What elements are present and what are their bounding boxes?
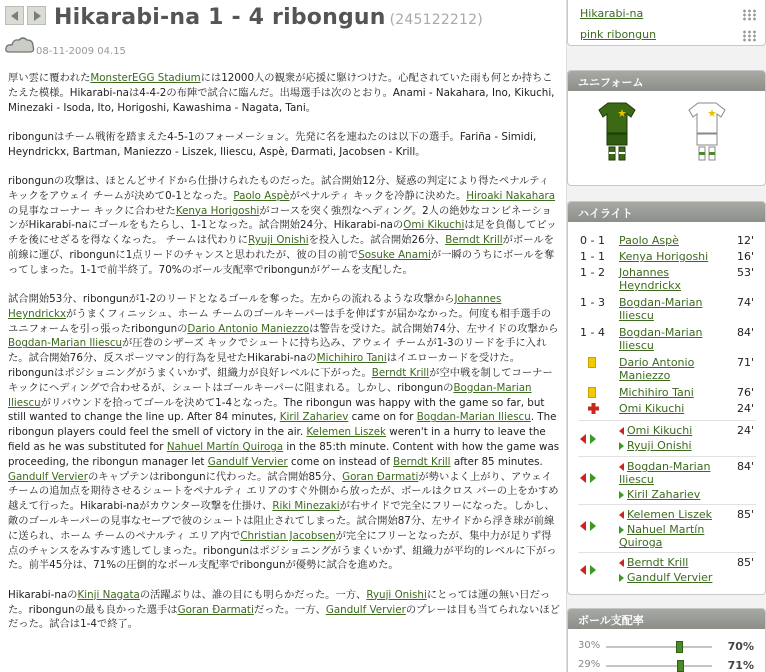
- report-paragraph: [8, 130, 560, 160]
- player-link[interactable]: Johannes Heyndrickx: [8, 293, 502, 320]
- home-kit-icon: [598, 101, 636, 163]
- match-title: Hikarabi-na 1 - 4 ribongun: [54, 5, 386, 30]
- report-text: ribongunの攻撃は、ほとんどサイドから仕掛けられたものだった。試合開始12分、疑惑の判定により得たペナルティ キックをアウェイ チームが決めて0-1となった。: [8, 174, 550, 202]
- player-link[interactable]: Bogdan-Marian Iliescu: [8, 337, 123, 350]
- player-link[interactable]: Omi Kikuchi: [403, 219, 465, 232]
- substitution-icon: [580, 433, 596, 445]
- report-text: のプレーは目も当てられないほどだった。試合は1-4で終了。: [8, 603, 560, 631]
- goal-player[interactable]: Paolo Aspè: [619, 234, 679, 247]
- player-link[interactable]: Gandulf Vervier: [325, 603, 406, 616]
- sub-minute: 85': [736, 508, 754, 521]
- report-text: の活躍ぶりは、誰の目にも明らかだった。一方、: [139, 588, 367, 601]
- highlights-box: [567, 201, 766, 595]
- report-text: が勢いよく上がり、アウェイ チームの追加点を期待させるシュートをペナルティ エリアのすぐ外側から放ったが、ボールはクロス バーの上をかすめ越えて行った。Hikarabi-naがカウンター攻撃を仕掛け、: [8, 470, 559, 513]
- yellow-card-icon: [588, 357, 596, 368]
- player-link[interactable]: Goran Ðarmati: [177, 603, 254, 616]
- sidebar: [566, 0, 766, 672]
- player-link[interactable]: Ryuji Onishi: [248, 234, 309, 247]
- divider: [578, 420, 756, 421]
- match-report: [8, 71, 560, 647]
- arrow-out-icon: [619, 442, 624, 450]
- goal-minute: 53': [736, 266, 754, 279]
- sub-player-in[interactable]: Omi Kikuchi: [627, 424, 693, 437]
- report-text: in the 85:th minute. Content with how the game was proceeding, the ribongun manager let: [8, 441, 560, 468]
- sub-player-in[interactable]: Bogdan-Marian Iliescu: [619, 460, 711, 486]
- report-paragraph: [8, 174, 560, 278]
- forward-arrow-icon[interactable]: [27, 6, 46, 25]
- report-text: がペナルティ キックを冷静に決めた。: [289, 189, 467, 202]
- report-text: Hikarabi-naの: [8, 588, 78, 601]
- player-link[interactable]: Kenya Horigoshi: [175, 204, 260, 217]
- sub-minute: 85': [736, 556, 754, 569]
- sub-out-line: [619, 523, 729, 549]
- card-minute: 76': [736, 386, 754, 399]
- goal-score: 0 - 1: [580, 234, 605, 247]
- report-paragraph: [8, 292, 560, 573]
- report-text: weren't in a hurry to leave the field as he was substituted for: [8, 426, 546, 454]
- possession-bar: [606, 646, 712, 648]
- match-date: 08-11-2009 04.15: [36, 46, 126, 57]
- highlights-header: ハイライト: [568, 202, 765, 222]
- sub-minute: 24': [736, 424, 754, 437]
- report-text: . The ribongun players could feel the smell of victory in the air.: [8, 411, 557, 439]
- possession-header: ボール支配率: [568, 609, 765, 629]
- report-text: の見事なコーナー キックに合わせた: [8, 204, 176, 217]
- player-link[interactable]: Berndt Krill: [393, 455, 451, 468]
- team-link-away[interactable]: pink ribongun: [580, 28, 657, 41]
- sub-in-line: [619, 460, 729, 486]
- goal-player[interactable]: Johannes Heyndrickx: [619, 266, 682, 292]
- player-link[interactable]: Christian Jacobsen: [240, 529, 336, 542]
- possession-away: 71%: [727, 659, 754, 672]
- card-minute: 24': [736, 402, 754, 415]
- goal-player[interactable]: Bogdan-Marian Iliescu: [619, 326, 703, 352]
- player-link[interactable]: Berndt Krill: [445, 234, 503, 247]
- player-link[interactable]: Gandulf Vervier: [207, 455, 288, 468]
- injury-icon: [588, 403, 599, 414]
- report-text: を投入した。試合開始26分、: [308, 234, 446, 247]
- arrow-out-icon: [619, 574, 624, 582]
- player-link[interactable]: Kinji Nagata: [77, 588, 140, 601]
- arrow-out-icon: [619, 491, 624, 499]
- arrow-in-icon: [619, 427, 624, 435]
- uniform-box: [567, 70, 766, 186]
- cloudy-icon: [5, 34, 35, 54]
- teams-box: [567, 0, 766, 46]
- goal-minute: 16': [736, 250, 754, 263]
- report-paragraph: [8, 71, 560, 115]
- report-text: came on for: [348, 411, 417, 424]
- sub-row: [578, 424, 756, 454]
- goal-score: 1 - 3: [580, 296, 605, 309]
- goal-score: 1 - 2: [580, 266, 605, 279]
- report-text: がボールを前線に運び、ribongunに1点リードのチャンスと思われたが、彼の目の前で: [8, 234, 554, 261]
- player-link[interactable]: Hiroaki Nakahara: [466, 189, 556, 202]
- yellow-card-icon: [588, 387, 596, 398]
- team-link-home[interactable]: Hikarabi-na: [580, 7, 644, 20]
- player-link[interactable]: Berndt Krill: [371, 367, 430, 380]
- report-text: だった。一方、: [253, 603, 326, 616]
- report-text: come on instead of: [287, 455, 394, 468]
- sub-row: [578, 508, 756, 548]
- goal-minute: 12': [736, 234, 754, 247]
- report-text: には12000人の観衆が応援に駆けつけた。心配されていた雨も何とか持ちこたえた模様。Hikarabi-naは4-4-2の布陣で試合に臨んだ。出場選手は次のとおり。Anami - Nakahara, Ino, Kikuchi, Minezaki - Isoda, Ito, Horigoshi, Kawashima - Nagata, Tani。: [8, 72, 555, 114]
- substitution-icon: [580, 520, 596, 532]
- report-text: が右サイドで完全にフリーになった。しかし、敵のゴールキーパーの見事なセーブで彼のシュートは阻止されてしまった。試合開始87分、左サイドから浮き球が前線に送られ、ホーム チームのペナルティ エリア内で: [8, 500, 555, 542]
- sub-row: [578, 460, 756, 502]
- arrow-in-icon: [619, 463, 624, 471]
- possession-bar: [606, 665, 712, 667]
- player-link[interactable]: Sosuke Anami: [358, 248, 431, 261]
- sub-player-out[interactable]: Nahuel Martín Quiroga: [619, 523, 705, 549]
- arrow-out-icon: [619, 526, 624, 534]
- report-text: がうまくフィニッシュ、ホーム チームのゴールキーパーは手を伸ばすが届かなかった。何度も相手選手のユニフォームを引っ張ったribongunの: [8, 307, 552, 335]
- report-text: がリバウンドを拾ってゴールを決めて1-4となった。The ribongun was happy with the game so far, but still wanted to change the line up. After 84 minutes,: [8, 396, 545, 424]
- possession-home: 30%: [578, 640, 601, 651]
- player-link[interactable]: Ryuji Onishi: [366, 588, 427, 601]
- possession-marker: [676, 641, 683, 653]
- uniform-header: ユニフォーム: [568, 71, 765, 91]
- substitution-icon: [580, 472, 596, 484]
- goal-player[interactable]: Bogdan-Marian Iliescu: [619, 296, 703, 322]
- goal-score: 1 - 4: [580, 326, 605, 339]
- report-paragraph: [8, 588, 560, 632]
- report-text: にとっては運の無い日だった。ribongunの最も良かった選手は: [8, 588, 551, 616]
- report-text: がコースを突く強烈なヘディング。2人の絶妙なコンビネーションがHikarabi-naにゴールをもたらし、1-1となった。試合開始24分、Hikarabi-naの: [8, 204, 552, 232]
- report-text: は警告を受けた。試合開始74分、左サイドの攻撃から: [309, 322, 559, 335]
- report-text: のキャプテンはribongunに代わった。試合開始85分、: [87, 470, 343, 483]
- card-player[interactable]: Michihiro Tani: [619, 386, 694, 399]
- possession-row: [578, 640, 758, 654]
- arrow-in-icon: [619, 511, 624, 519]
- grid-icon[interactable]: [742, 9, 756, 21]
- goal-player[interactable]: Kenya Horigoshi: [619, 250, 709, 263]
- report-text: が空中戦を制してコーナー キックにヘディングで合わせるが、シュートはゴールキーパーに阻まれる。しかし、ribongunの: [8, 367, 553, 394]
- team-row-away: [580, 28, 756, 44]
- report-text: が一瞬のうちにボールを奪ってしまった。1-1で前半終了。70%のボール支配率でribongunがゲームを支配した。: [8, 248, 555, 276]
- player-link[interactable]: Michihiro Tani: [316, 352, 387, 365]
- report-text: 厚い雲に覆われた: [8, 72, 91, 84]
- arrow-in-icon: [619, 559, 624, 567]
- sub-in-line: [619, 424, 727, 437]
- page-title: [54, 5, 483, 30]
- report-text: 試合開始53分、ribongunが1-2のリードとなるゴールを奪った。左からの流れるような攻撃から: [8, 293, 455, 306]
- possession-away: 70%: [727, 640, 754, 653]
- report-text: が圧巻のシザーズ キックでシュートに持ち込み、アウェイ チームが1-3のリードを手に入れた。試合開始76分、反スポーツマン的行為を見せたHikarabi-naの: [8, 337, 547, 365]
- sub-player-out[interactable]: Ryuji Onishi: [627, 439, 692, 452]
- divider: [578, 456, 756, 457]
- sub-in-line: [619, 556, 727, 569]
- sub-out-line: [619, 439, 727, 452]
- report-text: はイエローカードを受けた。ribongunはポジショニングがうまくいかず、組織力が良好レベルに下がった。: [8, 352, 521, 380]
- player-link[interactable]: Riki Minezaki: [272, 500, 340, 513]
- grid-icon[interactable]: [742, 30, 756, 42]
- player-link[interactable]: Goran Ðarmati: [342, 470, 419, 483]
- team-row-home: [580, 7, 756, 23]
- player-link[interactable]: Gandulf Vervier: [8, 470, 88, 483]
- card-player[interactable]: Omi Kikuchi: [619, 402, 685, 415]
- player-link[interactable]: Bogdan-Marian Iliescu: [416, 411, 531, 424]
- goal-minute: 84': [736, 326, 754, 339]
- sub-player-out[interactable]: Kiril Zahariev: [627, 488, 701, 501]
- player-link[interactable]: Paolo Aspè: [233, 189, 290, 202]
- player-link[interactable]: Bogdan-Marian Iliescu: [8, 381, 532, 409]
- match-id: (245122212): [389, 12, 483, 28]
- substitution-icon: [580, 564, 596, 576]
- player-link[interactable]: Nahuel Martín Quiroga: [166, 441, 284, 454]
- goal-score: 1 - 1: [580, 250, 605, 263]
- report-text: が完全にフリーとなったが、集中力が足りず得点のチャンスをみすみす逃してしまった。ribongunはポジショニングがうまくいかず、組織力が平均的レベルに下がった。前半45分は、71%の圧倒的なボール支配率でribongunが優勢に試合を進めた。: [8, 529, 557, 572]
- sub-minute: 84': [736, 460, 754, 473]
- possession-row: [578, 659, 758, 672]
- report-text: ribongunはチーム戦術を踏まえた4-5-1のフォーメーション。先発に名を連ねたのは以下の選手。Fariña - Simidi, Heyndrickx, Bartman, Maniezzo - Liszek, Iliescu, Aspè, Ðarmati, Jacobsen - Krill。: [8, 130, 537, 158]
- card-minute: 71': [736, 356, 754, 369]
- away-kit-icon: [688, 101, 726, 163]
- possession-marker: [677, 660, 684, 672]
- back-arrow-icon[interactable]: [5, 6, 24, 25]
- sub-out-line: [619, 488, 727, 501]
- sub-player-in[interactable]: Kelemen Liszek: [627, 508, 713, 521]
- report-text: は足を負傷してピッチを後にせざるを得なくなった。 チームは代わりに: [8, 219, 557, 247]
- sub-row: [578, 556, 756, 586]
- sub-out-line: [619, 571, 739, 584]
- possession-box: [567, 608, 766, 672]
- sub-player-in[interactable]: Berndt Krill: [627, 556, 689, 569]
- possession-home: 29%: [578, 659, 601, 670]
- divider: [578, 504, 756, 505]
- goal-minute: 74': [736, 296, 754, 309]
- sub-player-out[interactable]: Gandulf Vervier: [627, 571, 713, 584]
- divider: [578, 552, 756, 553]
- card-player[interactable]: Dario Antonio Maniezzo: [619, 356, 695, 382]
- player-link[interactable]: Kelemen Liszek: [306, 426, 387, 439]
- report-text: after 85 minutes.: [450, 455, 543, 468]
- sub-in-line: [619, 508, 739, 521]
- player-link[interactable]: MonsterEGG Stadium: [90, 72, 201, 84]
- player-link[interactable]: Kiril Zahariev: [279, 411, 349, 424]
- player-link[interactable]: Dario Antonio Maniezzo: [187, 322, 310, 335]
